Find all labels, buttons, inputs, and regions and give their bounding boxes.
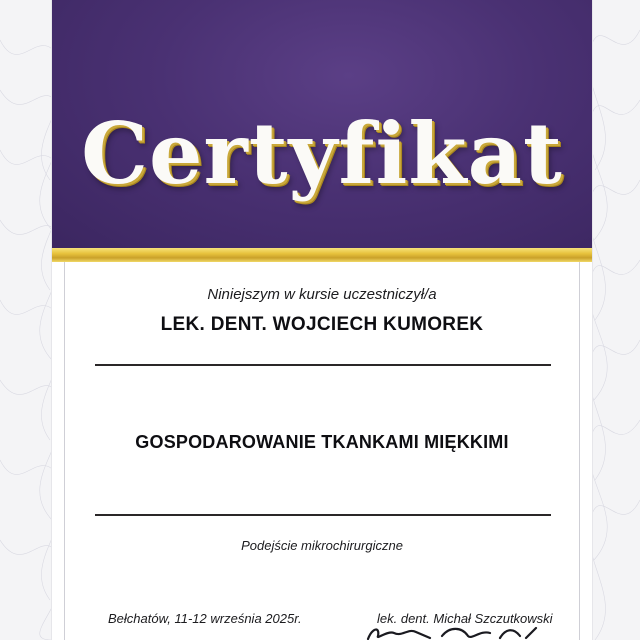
course-subtitle: Podejście mikrochirurgiczne	[241, 538, 403, 553]
divider-line-top	[95, 364, 551, 366]
course-title: GOSPODAROWANIE TKANKAMI MIĘKKIMI	[135, 432, 509, 452]
participant-name: LEK. DENT. WOJCIECH KUMOREK	[160, 314, 484, 335]
signer-name: lek. dent. Michał Szczutkowski	[377, 611, 553, 626]
gold-divider	[52, 248, 592, 262]
divider-line-bottom	[95, 514, 551, 516]
intro-text: Niniejszym w kursie uczestniczył/a	[207, 286, 437, 303]
certificate-title: Certyfikat	[81, 104, 563, 203]
place-date: Bełchatów, 11-12 września 2025r.	[108, 611, 302, 626]
signature-scribble	[350, 624, 550, 640]
